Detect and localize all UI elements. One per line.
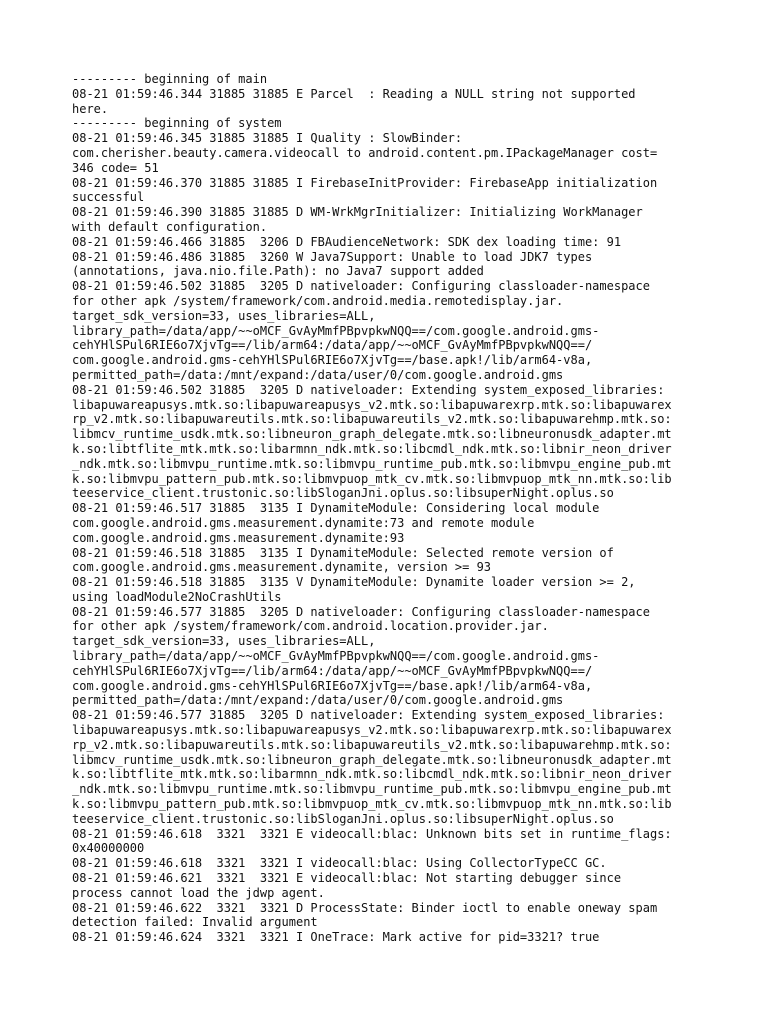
log-line: libapuwareapusys.mtk.so:libapuwareapusys_v2.mtk.so:libapuwarexrp.mtk.so:libapuwarex [72, 397, 672, 412]
log-line: 08-21 01:59:46.502 31885 3205 D nativeloader: Extending system_exposed_libraries: [72, 382, 665, 397]
log-line: 0x40000000 [72, 841, 145, 856]
log-line: teeservice_client.trustonic.so:libSloganJni.oplus.so:libsuperNight.oplus.so [72, 486, 614, 501]
log-line: k.so:libmvpu_pattern_pub.mtk.so:libmvpuop_mtk_cv.mtk.so:libmvpuop_mtk_nn.mtk.so:lib [72, 797, 672, 812]
log-line: 08-21 01:59:46.502 31885 3205 D nativeloader: Configuring classloader-namespace [72, 279, 650, 294]
log-line: k.so:libtflite_mtk.mtk.so:libarmnn_ndk.mtk.so:libcmdl_ndk.mtk.so:libnir_neon_driver [72, 767, 672, 782]
log-line: using loadModule2NoCrashUtils [72, 589, 282, 604]
log-line: com.google.android.gms-cehYHlSPul6RIE6o7XjvTg==/base.apk!/lib/arm64-v8a, [72, 678, 593, 693]
log-line: com.google.android.gms.measurement.dynamite, version >= 93 [72, 560, 492, 575]
log-line: _ndk.mtk.so:libmvpu_runtime.mtk.so:libmvpu_runtime_pub.mtk.so:libmvpu_engine_pub.mt [72, 456, 672, 471]
log-line: 08-21 01:59:46.486 31885 3260 W Java7Support: Unable to load JDK7 types [72, 249, 593, 264]
log-line: for other apk /system/framework/com.android.media.remotedisplay.jar. [72, 293, 564, 308]
log-line: com.google.android.gms-cehYHlSPul6RIE6o7XjvTg==/base.apk!/lib/arm64-v8a, [72, 353, 593, 368]
log-line: 08-21 01:59:46.518 31885 3135 V DynamiteModule: Dynamite loader version >= 2, [72, 575, 636, 590]
log-line: target_sdk_version=33, uses_libraries=ALL, [72, 634, 376, 649]
log-line: 08-21 01:59:46.577 31885 3205 D nativeloader: Extending system_exposed_libraries: [72, 708, 665, 723]
log-line: 08-21 01:59:46.370 31885 31885 I FirebaseInitProvider: FirebaseApp initialization [72, 175, 658, 190]
log-line: k.so:libmvpu_pattern_pub.mtk.so:libmvpuop_mtk_cv.mtk.so:libmvpuop_mtk_nn.mtk.so:lib [72, 471, 672, 486]
log-line: permitted_path=/data:/mnt/expand:/data/user/0/com.google.android.gms [72, 367, 564, 382]
log-line: 08-21 01:59:46.624 3321 3321 I OneTrace: Mark active for pid=3321? true [72, 930, 600, 945]
log-document [72, 72, 700, 945]
log-line: process cannot load the jdwp agent. [72, 885, 325, 900]
log-line: rp_v2.mtk.so:libapuwareutils.mtk.so:libapuwareutils_v2.mtk.so:libapuwarehmp.mtk.so: [72, 737, 672, 752]
log-line: detection failed: Invalid argument [72, 915, 318, 930]
log-line: com.google.android.gms.measurement.dynamite:73 and remote module [72, 515, 535, 530]
log-line: 08-21 01:59:46.577 31885 3205 D nativeloader: Configuring classloader-namespace [72, 604, 650, 619]
log-line: 08-21 01:59:46.621 3321 3321 E videocall:blac: Not starting debugger since [72, 871, 622, 886]
log-line: cehYHlSPul6RIE6o7XjvTg==/lib/arm64:/data/app/~~oMCF_GvAyMmfPBpvpkwNQQ==/ [72, 338, 593, 353]
log-line: libmcv_runtime_usdk.mtk.so:libneuron_graph_delegate.mtk.so:libneuronusdk_adapter.mt [72, 752, 672, 767]
log-line: 08-21 01:59:46.390 31885 31885 D WM-WrkMgrInitializer: Initializing WorkManager [72, 205, 643, 220]
log-line: library_path=/data/app/~~oMCF_GvAyMmfPBpvpkwNQQ==/com.google.android.gms- [72, 649, 600, 664]
log-line: 08-21 01:59:46.344 31885 31885 E Parcel : Reading a NULL string not supported [72, 86, 636, 101]
log-line: for other apk /system/framework/com.android.location.provider.jar. [72, 619, 549, 634]
log-line: 08-21 01:59:46.345 31885 31885 I Quality : SlowBinder: [72, 131, 463, 146]
log-line: 08-21 01:59:46.518 31885 3135 I DynamiteModule: Selected remote version of [72, 545, 614, 560]
log-line: libmcv_runtime_usdk.mtk.so:libneuron_graph_delegate.mtk.so:libneuronusdk_adapter.mt [72, 427, 672, 442]
log-line: k.so:libtflite_mtk.mtk.so:libarmnn_ndk.mtk.so:libcmdl_ndk.mtk.so:libnir_neon_driver [72, 441, 672, 456]
log-line: rp_v2.mtk.so:libapuwareutils.mtk.so:libapuwareutils_v2.mtk.so:libapuwarehmp.mtk.so: [72, 412, 672, 427]
log-line: library_path=/data/app/~~oMCF_GvAyMmfPBpvpkwNQQ==/com.google.android.gms- [72, 323, 600, 338]
log-line: with default configuration. [72, 219, 268, 234]
log-line: successful [72, 190, 145, 205]
log-line: permitted_path=/data:/mnt/expand:/data/user/0/com.google.android.gms [72, 693, 564, 708]
log-line: --------- beginning of main [72, 72, 268, 86]
log-line: target_sdk_version=33, uses_libraries=ALL, [72, 308, 376, 323]
log-line: 08-21 01:59:46.622 3321 3321 D ProcessState: Binder ioctl to enable oneway spam [72, 900, 658, 915]
log-line: 08-21 01:59:46.618 3321 3321 E videocall:blac: Unknown bits set in runtime_flags: [72, 826, 672, 841]
log-line: libapuwareapusys.mtk.so:libapuwareapusys_v2.mtk.so:libapuwarexrp.mtk.so:libapuwarex [72, 723, 672, 738]
log-line: com.cherisher.beauty.camera.videocall to android.content.pm.IPackageManager cost= [72, 145, 658, 160]
log-line: (annotations, java.nio.file.Path): no Java7 support added [72, 264, 484, 279]
log-line: cehYHlSPul6RIE6o7XjvTg==/lib/arm64:/data/app/~~oMCF_GvAyMmfPBpvpkwNQQ==/ [72, 663, 593, 678]
log-line: 346 code= 51 [72, 160, 159, 175]
log-line: here. [72, 101, 109, 116]
log-line: teeservice_client.trustonic.so:libSloganJni.oplus.so:libsuperNight.oplus.so [72, 811, 614, 826]
log-line: --------- beginning of system [72, 116, 282, 131]
log-line: 08-21 01:59:46.517 31885 3135 I DynamiteModule: Considering local module [72, 501, 600, 516]
log-line: com.google.android.gms.measurement.dynamite:93 [72, 530, 405, 545]
log-line: 08-21 01:59:46.466 31885 3206 D FBAudienceNetwork: SDK dex loading time: 91 [72, 234, 622, 249]
log-line: _ndk.mtk.so:libmvpu_runtime.mtk.so:libmvpu_runtime_pub.mtk.so:libmvpu_engine_pub.mt [72, 782, 672, 797]
log-line: 08-21 01:59:46.618 3321 3321 I videocall:blac: Using CollectorTypeCC GC. [72, 856, 607, 871]
